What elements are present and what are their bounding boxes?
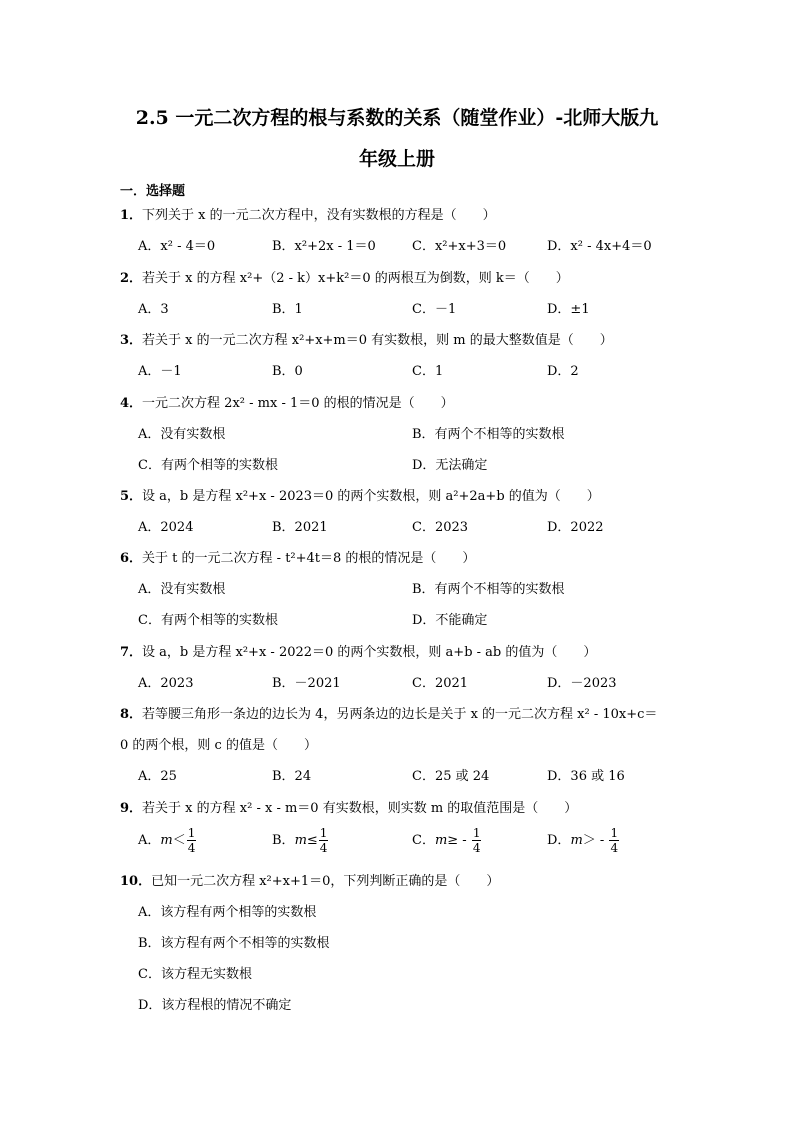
question-6	[120, 550, 475, 568]
question-number: 5．	[120, 489, 143, 504]
q6-option-c[interactable]: C．有两个相等的实数根	[138, 613, 278, 628]
q10-option-a[interactable]: A．该方程有两个相等的实数根	[138, 905, 317, 920]
question-9	[120, 800, 577, 818]
question-5	[120, 488, 600, 506]
fraction: $\frac{1}{4}$	[610, 826, 619, 855]
q9-option-c[interactable]: C．m≥ - $\frac{1}{4}$	[412, 826, 481, 855]
question-text: 设 a，b 是方程 x²+x - 2023＝0 的两个实数根，则 a²+2a+b 的值为（ ）	[142, 489, 600, 504]
question-number: 2．	[120, 271, 143, 286]
q5-option-b[interactable]: B．2021	[272, 520, 328, 535]
question-text: 下列关于 x 的一元二次方程中，没有实数根的方程是（ ）	[142, 208, 496, 223]
q8-option-b[interactable]: B．24	[272, 769, 312, 784]
question-8-continued: 0 的两个根，则 c 的值是（ ）	[120, 738, 317, 753]
question-number: 9．	[120, 801, 143, 816]
q7-option-b[interactable]: B．－2021	[272, 676, 341, 691]
q6-option-b[interactable]: B．有两个不相等的实数根	[412, 582, 565, 597]
question-text: 一元二次方程 2x² - mx - 1＝0 的根的情况是（ ）	[142, 396, 454, 411]
q10-option-d[interactable]: D．该方程根的情况不确定	[138, 998, 292, 1013]
q9-option-d[interactable]: D．m＞ - $\frac{1}{4}$	[547, 826, 619, 855]
q2-option-b[interactable]: B．1	[272, 302, 303, 317]
q3-option-a[interactable]: A．－1	[138, 364, 182, 379]
q5-option-d[interactable]: D．2022	[547, 520, 604, 535]
q6-option-a[interactable]: A．没有实数根	[138, 582, 226, 597]
question-number: 10．	[120, 874, 152, 889]
fraction: $\frac{1}{4}$	[472, 826, 481, 855]
question-text: 关于 t 的一元二次方程 - t²+4t＝8 的根的情况是（ ）	[142, 551, 476, 566]
q8-option-d[interactable]: D．36 或 16	[547, 769, 625, 784]
question-number: 6．	[120, 551, 143, 566]
q4-option-a[interactable]: A．没有实数根	[138, 427, 226, 442]
question-text: 设 a，b 是方程 x²+x - 2022＝0 的两个实数根，则 a+b - ab 的值为（ ）	[142, 645, 597, 660]
question-8	[120, 706, 657, 724]
q7-option-c[interactable]: C．2021	[412, 676, 469, 691]
q2-option-a[interactable]: A．3	[138, 302, 169, 317]
q9-option-b[interactable]: B．m≤ $\frac{1}{4}$	[272, 826, 328, 855]
page-title-line-2: 年级上册	[358, 148, 435, 170]
q10-option-b[interactable]: B．该方程有两个不相等的实数根	[138, 936, 330, 951]
q4-option-c[interactable]: C．有两个相等的实数根	[138, 458, 278, 473]
question-10	[120, 873, 499, 891]
q5-option-a[interactable]: A．2024	[138, 520, 194, 535]
q3-option-d[interactable]: D．2	[547, 364, 579, 379]
q1-option-b[interactable]: B．x²+2x - 1＝0	[272, 239, 376, 254]
question-2	[120, 270, 569, 288]
question-4	[120, 395, 454, 413]
question-text: 若关于 x 的方程 x²+（2 - k）x+k²＝0 的两根互为倒数，则 k＝（ ）	[142, 271, 569, 286]
q3-option-b[interactable]: B．0	[272, 364, 303, 379]
question-number: 4．	[120, 396, 143, 411]
question-text: 若关于 x 的一元二次方程 x²+x+m＝0 有实数根，则 m 的最大整数值是（ ）	[142, 333, 613, 348]
fraction: $\frac{1}{4}$	[319, 826, 328, 855]
question-number: 1．	[120, 208, 143, 223]
q9-option-a[interactable]: A．m＜ $\frac{1}{4}$	[138, 826, 196, 855]
question-7	[120, 644, 596, 662]
q7-option-a[interactable]: A．2023	[138, 676, 194, 691]
section-heading: 一．选择题	[120, 184, 186, 199]
page-title-line-1: 2.5 一元二次方程的根与系数的关系（随堂作业）-北师大版九	[135, 107, 659, 129]
q1-option-d[interactable]: D．x² - 4x+4＝0	[547, 239, 652, 254]
question-text-line-1: 若等腰三角形一条边的边长为 4，另两条边的边长是关于 x 的一元二次方程 x² - 10x+c＝	[142, 707, 658, 722]
q8-option-a[interactable]: A．25	[138, 769, 177, 784]
question-1	[120, 207, 496, 225]
q6-option-d[interactable]: D．不能确定	[412, 613, 488, 628]
q2-option-d[interactable]: D．±1	[547, 302, 590, 317]
q4-option-d[interactable]: D．无法确定	[412, 458, 488, 473]
q5-option-c[interactable]: C．2023	[412, 520, 469, 535]
question-text: 若关于 x 的方程 x² - x - m＝0 有实数根，则实数 m 的取值范围是（ ）	[142, 801, 578, 816]
fraction: $\frac{1}{4}$	[187, 826, 196, 855]
q1-option-c[interactable]: C．x²+x+3＝0	[412, 239, 507, 254]
q10-option-c[interactable]: C．该方程无实数根	[138, 967, 252, 982]
question-text: 已知一元二次方程 x²+x+1＝0，下列判断正确的是（ ）	[151, 874, 500, 889]
question-3	[120, 332, 613, 350]
question-number: 7．	[120, 645, 143, 660]
q1-option-a[interactable]: A．x² - 4＝0	[138, 239, 216, 254]
question-number: 3．	[120, 333, 143, 348]
q2-option-c[interactable]: C．－1	[412, 302, 457, 317]
q4-option-b[interactable]: B．有两个不相等的实数根	[412, 427, 565, 442]
question-number: 8．	[120, 707, 143, 722]
q7-option-d[interactable]: D．－2023	[547, 676, 617, 691]
q3-option-c[interactable]: C．1	[412, 364, 444, 379]
q8-option-c[interactable]: C．25 或 24	[412, 769, 490, 784]
